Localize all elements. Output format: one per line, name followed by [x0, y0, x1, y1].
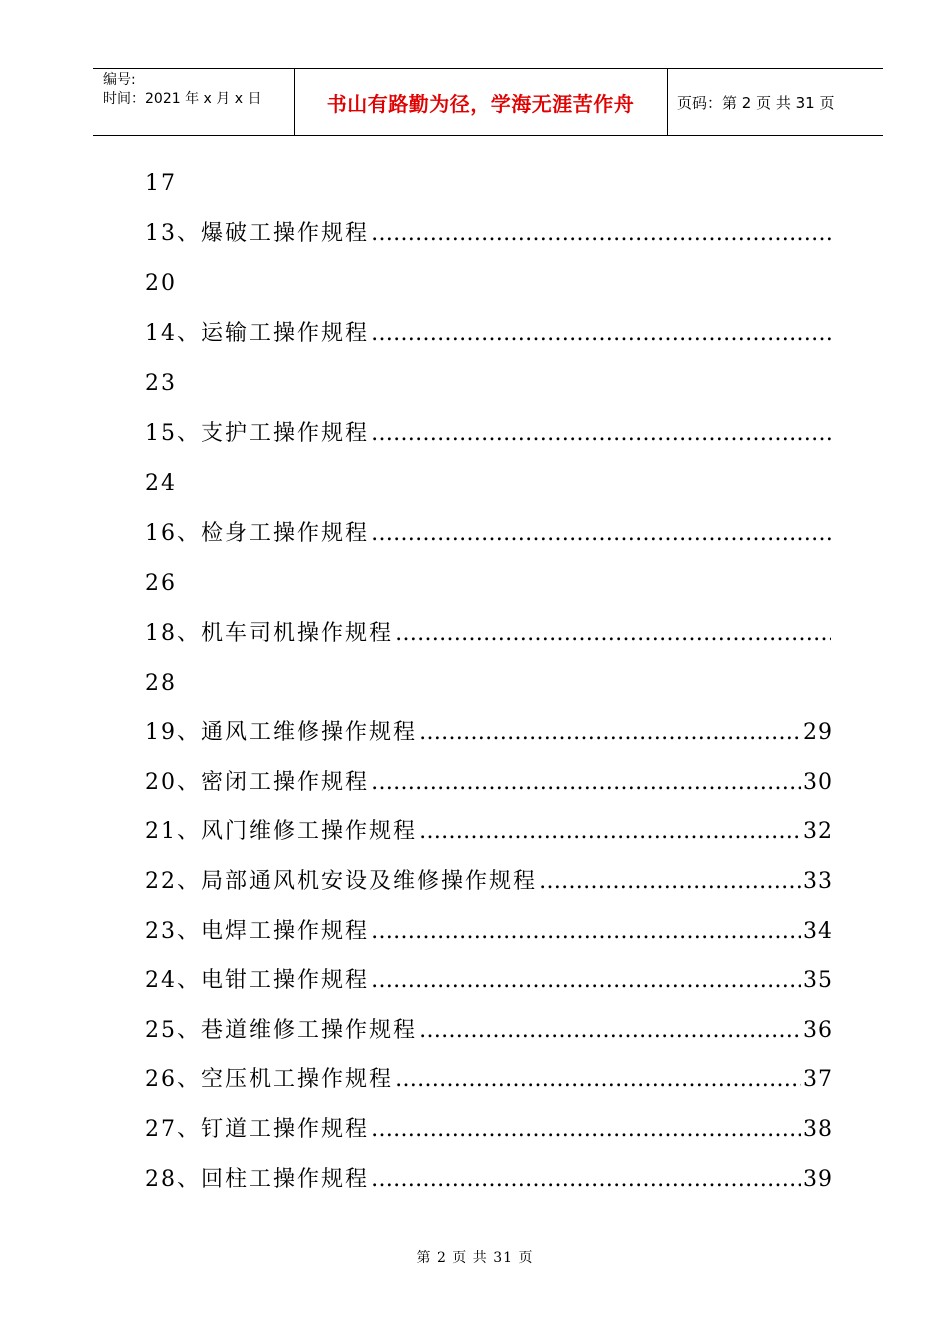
toc-entry-title: 13、爆破工操作规程 — [145, 221, 369, 246]
toc-leader — [419, 713, 801, 753]
toc-entry-title: 18、机车司机操作规程 — [145, 621, 393, 646]
toc-page-number: 36 — [803, 1018, 833, 1043]
toc-leader — [371, 414, 831, 454]
toc-page-number: 32 — [803, 819, 833, 844]
toc-page-number: 20 — [145, 271, 177, 296]
toc-entry[interactable] — [145, 214, 833, 254]
toc-page-number: 38 — [803, 1117, 833, 1142]
toc-entry-title: 15、支护工操作规程 — [145, 421, 369, 446]
toc-leader — [419, 1011, 801, 1051]
time-label: 时间：2021 年 x 月 x 日 — [103, 91, 262, 107]
serial-label: 编号: — [103, 72, 136, 88]
toc-entry-title: 22、局部通风机安设及维修操作规程 — [145, 869, 537, 894]
header-divider — [667, 69, 668, 135]
toc-page-number: 17 — [145, 171, 177, 196]
toc-entry-title: 23、电焊工操作规程 — [145, 919, 369, 944]
toc-page-number: 30 — [803, 770, 833, 795]
toc-entry[interactable] — [145, 763, 833, 803]
toc-page-number: 29 — [803, 720, 833, 745]
toc-leader — [539, 862, 801, 902]
toc-entry[interactable] — [145, 862, 833, 902]
toc-entry[interactable] — [145, 713, 833, 753]
toc-leader — [371, 912, 801, 952]
toc-entry-title: 16、检身工操作规程 — [145, 521, 369, 546]
toc-entry-title: 20、密闭工操作规程 — [145, 770, 369, 795]
toc-entry[interactable] — [145, 414, 833, 454]
toc-page-number: 34 — [803, 919, 833, 944]
page-footer: 第 2 页 共 31 页 — [416, 1250, 534, 1266]
toc-entry-title: 21、风门维修工操作规程 — [145, 819, 417, 844]
toc-entry[interactable] — [145, 514, 833, 554]
toc-page-number: 28 — [145, 671, 177, 696]
toc-leader — [371, 314, 831, 354]
toc-entry-title: 25、巷道维修工操作规程 — [145, 1018, 417, 1043]
toc-page-number: 23 — [145, 371, 177, 396]
toc-entry-title: 28、回柱工操作规程 — [145, 1167, 369, 1192]
toc-leader — [371, 1160, 801, 1200]
toc-entry-title: 26、空压机工操作规程 — [145, 1067, 393, 1092]
toc-page-number: 33 — [803, 869, 833, 894]
toc-entry[interactable] — [145, 614, 833, 654]
toc-entry-title: 19、通风工维修操作规程 — [145, 720, 417, 745]
header-meta — [103, 71, 261, 109]
toc-leader — [371, 961, 801, 1001]
toc-entry[interactable] — [145, 912, 833, 952]
toc-leader — [371, 763, 801, 803]
toc-page-number: 39 — [803, 1167, 833, 1192]
toc-page-number: 24 — [145, 471, 177, 496]
toc-entry-title: 24、电钳工操作规程 — [145, 968, 369, 993]
toc-leader — [371, 1110, 801, 1150]
toc-leader — [419, 812, 801, 852]
toc-leader — [395, 614, 831, 654]
header-motto: 书山有路勤为径，学海无涯苦作舟 — [326, 91, 635, 116]
page-header — [93, 68, 883, 136]
toc-leader — [371, 214, 831, 254]
toc-entry[interactable] — [145, 1160, 833, 1200]
toc-entry[interactable] — [145, 1110, 833, 1150]
toc-leader — [395, 1060, 801, 1100]
toc-entry[interactable] — [145, 961, 833, 1001]
toc-leader — [371, 514, 831, 554]
toc-entry-title: 27、钉道工操作规程 — [145, 1117, 369, 1142]
toc-entry-title: 14、运输工操作规程 — [145, 321, 369, 346]
toc-entry[interactable] — [145, 314, 833, 354]
toc-entry[interactable] — [145, 812, 833, 852]
toc-page-number: 26 — [145, 571, 177, 596]
toc-entry[interactable] — [145, 1060, 833, 1100]
toc-page-number: 37 — [803, 1067, 833, 1092]
header-page-label: 页码：第 2 页 共 31 页 — [677, 93, 835, 112]
toc-entry[interactable] — [145, 1011, 833, 1051]
toc-page-number: 35 — [803, 968, 833, 993]
